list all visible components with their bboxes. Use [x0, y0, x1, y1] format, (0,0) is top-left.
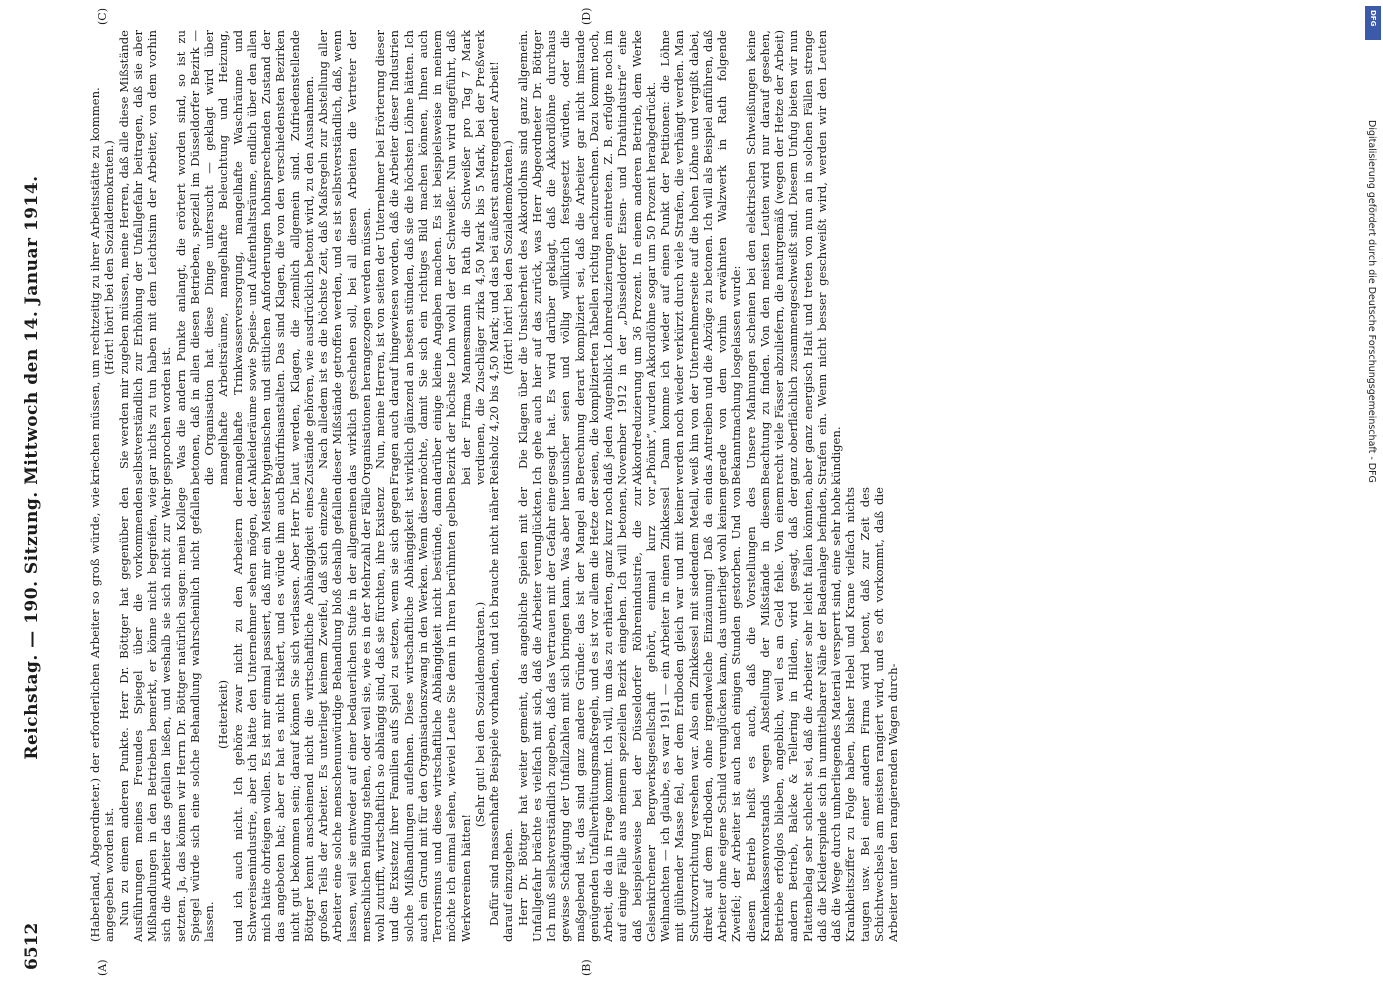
- margin-marker-b: (B): [580, 959, 593, 976]
- margin-marker-c: (C): [96, 8, 109, 25]
- margin-marker-d: (D): [580, 7, 593, 25]
- paragraph: Nach alledem ist es die höchste Zeit, daß Maßregeln zur Abstellung aller dieser Mißstände getroffen werden, und es ist selbstverständlich, daß, wenn das wirklich geschehen soll, bei all diesen Arbeiten die Vertreter der Organisationen herangezogen werden müssen.: [316, 30, 373, 485]
- paragraph: Sie werden mir zugeben müssen, meine Herren, daß alle diese Mißstände selbstverständlich zur Erhöhung der Unfallgefahr beitragen, daß sie aber gar nichts zu tun haben mit dem Leichtsinn der Arbeiter, von dem vorhin gesprochen worden ist.: [116, 30, 174, 485]
- interjection: (Hört! hört! bei den Sozialdemokraten.): [102, 140, 117, 375]
- paragraph: Herr Dr. Böttger hat weiter gemeint, das angebliche Spielen mit der Unfallgefahr brächte es vielfach mit sich, daß die Arbeiter verunglückten. Ich muß selbstverständlich zugeben, daß das Vertrauen mit der Gefahr eine gewisse Schädigung der Unfallzahlen mit sich bringen kann. Was aber hier maßgebend ist, das sind ganz andere Gründe: das ist der Mangel an genügenden Unfallverhütungsmaßregeln, und es ist vor allem die Hetze der Arbeit, die da in Frage kommt. Ich will, um das zu erhärten, ganz kurz noch auf einige Fälle aus meinem speziellen Bezirk eingehen. Ich will betonen, daß beispielsweise bei der Düsseldorfer Röhrenindustrie, die zur Gelsenkirchener Bergwerksgesellschaft gehört, einmal kurz vor Weihnachten — ich glaube, es war 1911 — ein Arbeiter in einen Zinkkessel mit glühender Masse fiel, der dem Erdboden gleich war und mit keiner Schutzvorrichtung versehen war. Also ein Zinkkessel mit siedendem Metall, direkt auf dem Erdboden, ohne irgendwelche Einzäunung! Daß da ein Arbeiter ohne eigene Schuld verunglücken kann, das unterliegt wohl keinem Zweifel; der Arbeiter ist auch nach einigen Stunden gestorben. Und von diesem Betrieb heißt es auch, daß die Vorstellungen des Krankenkassenvorstands wegen Abstellung der Mißstände in diesem Betriebe erfolglos blieben, angeblich, weil es an Geld fehle. Von einem andern Betrieb, Balcke & Tellering in Hilden, wird gesagt, daß der Plattenbelag sehr schlecht sei, daß die Arbeiter sehr leicht fallen könnten, daß die Kleiderspinde sich in unmittelbarer Nähe der Badeanlage befinden, daß die Wege durch umherliegendes Material versperrt sind, eine sehr hohe Krankheitsziffer zu Folge haben, bisher Hebel und Krane vielfach nichts taugen usw. Bei einer andern Firma wird betont, daß zur Zeit des Schichtwechsels am meisten rangiert wird, und es oft vorkommt, daß die Arbeiter unter den rangierenden Wagen durch-: [515, 487, 900, 942]
- credit-text: Digitalisierung gefördert durch die Deutsche Forschungsgemeinschaft - DFG: [1366, 120, 1377, 483]
- quoted-notice: Unsere Mahnungen scheinen bei den elektrischen Schweißungen keine Beachtung zu finden. Von den meisten Leuten wird nur darauf gesehen, recht viele Fässer abzuliefern, die naturgemäß (wegen der Hetze der Arbeit) ganz oberflächlich zusammengeschweißt sind. Diesem Unfug bieten wir nun aber ganz energisch Halt und treten von nun an in solchen Fällen strenge Strafen ein. Wenn nicht besser geschweißt wird, werden wir den Leuten kündigen.: [743, 30, 843, 485]
- paragraph: Die Klagen über die Unsicherheit des Akkordlohns sind ganz allgemein. Ich gehe auch hier auf das zurück, was Herr Abgeordneter Dr. Böttger gesagt hat. Es wird darüber geklagt, daß die Akkordlöhne durchaus unsicher seien und völlig willkürlich festgesetzt würden, oder die Berechnung derart kompliziert sei, daß die Arbeiter gar nicht imstande seien, die komplizierten Tabellen richtig nachzurechnen. Dazu kommt noch, daß jeden Augenblick Lohnreduzierungen eintreten. Z. B. erfolgte noch im November 1912 in der „Düsseldorfer Eisen- und Drahtindustrie“ eine Akkordreduzierung um 36 Prozent. In einem anderen Betrieb, dem Werke „Phönix“, wurden Akkordlöhne sogar um 50 Prozent herabgedrückt.: [515, 30, 658, 485]
- digitization-credit: [1365, 120, 1379, 840]
- page-title: Reichstag. — 190. Sitzung. Mittwoch den 14. Januar 1914.: [22, 175, 42, 760]
- interjection: (Hört! hört! bei den Sozialdemokraten.): [501, 140, 516, 375]
- right-column: [88, 30, 1228, 485]
- left-column: [88, 487, 1228, 942]
- paragraph: Was die andern Punkte anlangt, die erörtert worden sind, so ist zu betonen, daß in allen diesen Betrieben, speziell im Düsseldorfer Bezirk — die Organisation hat diese Dinge untersucht — geklagt wird über mangelhafte Arbeitsräume, mangelhafte Beleuchtung und Heizung, mangelhafte Trinkwasserversorgung, mangelhafte Waschräume und Ankleideräume sowie Speise- und Aufenthaltsräume, endlich über den allen hygienischen und sittlichen Anforderungen hohnsprechenden Zustand der Bedürfnisanstalten. Das sind Klagen, die von den verschiedensten Bezirken laut werden, Klagen, die ziemlich allgemein sind. Zufriedenstellende Zustände gehören, wie ausdrücklich betont wird, zu den Ausnahmen.: [173, 30, 316, 485]
- paragraph: und ich auch nicht. Ich gehöre zwar nicht zu den Arbeitern der Schwereisenindustrie, aber ich hätte den Unternehmer sehen mögen, der mich hätte ohrfeigen wollen. Es ist mir einmal passiert, daß mir ein Meister das angeboten hat; aber er hat es nicht riskiert, und es würde ihm auch nicht gut bekommen sein; darauf können Sie sich verlassen. Aber Herr Dr. Böttger kennt anscheinend nicht die wirtschaftliche Abhängigkeit eines großen Teils der Arbeiter. Es unterliegt keinem Zweifel, daß sich einzelne Arbeiter eine solche menschenunwürdige Behandlung bloß deshalb gefallen lassen, weil sie entweder auf einer bedauerlichen Stufe in der allgemeinen menschlichen Bildung stehen, oder weil sie, wie es in der Mehrzahl der Fälle wohl zutrifft, wirtschaftlich so abhängig sind, daß sie fürchten, ihre Existenz und die Existenz ihrer Familien aufs Spiel zu setzen, wenn sie sich gegen solche Mißhandlungen auflehnen. Diese wirtschaftliche Abhängigkeit ist auch ein Grund mit für den Organisationszwang in den Werken. Wenn dieser Terrorismus und diese wirtschaftliche Abhängigkeit nicht bestünde, dann möchte ich einmal sehen, wieviel Leute Sie denn in Ihren berühmten gelben Werkvereinen hätten!: [230, 487, 473, 942]
- paragraph: kriechen müssen, um rechtzeitig zu ihrer Arbeitsstätte zu kommen.: [88, 87, 102, 485]
- interjection: (Sehr gut! bei den Sozialdemokraten.): [472, 601, 487, 828]
- paragraph: (Haberland, Abgeordneter.) der erforderlichen Arbeiter so groß würde, wie angegeben worden ist.: [88, 487, 117, 942]
- page-header: [12, 25, 52, 970]
- page-number: 6512: [22, 922, 42, 970]
- paragraph: Dafür sind massenhafte Beispiele vorhanden, und ich brauche nicht näher darauf einzugehen.: [487, 487, 516, 942]
- dfg-logo-text: DFG: [1369, 10, 1377, 27]
- paragraph: Dann komme ich wieder auf einen Punkt der Petitionen: die Löhne werden noch wieder verkürzt durch viele Strafen, die verhängt werden. Man weiß hin von der Unternehmerseite auf die hohen Löhne und vergißt dabei, das Antreiben und die Abzüge zu betonen. Ich will als Beispiel anführen, daß gerade von dem vorhin erwähnten Walzwerk in Rath folgende Bekanntmachung losgelassen wurde:: [658, 30, 744, 485]
- paragraph: Nun zu einem anderen Punkte. Herr Dr. Böttger hat gegenüber den Ausführungen meines Freundes Spiegel über die vorkommenden Mißhandlungen in den Betrieben bemerkt, er könne nicht begreifen, wie sich die Arbeiter das gefallen ließen, und weshalb sie sich nicht zur Wehr setzten. Ja, das können wir Herrn Dr. Böttger natürlich sagen: mein Kollege Spiegel würde sich eine solche Behandlung wahrscheinlich nicht gefallen lassen.: [116, 487, 216, 942]
- dfg-logo-icon: [1365, 6, 1381, 40]
- margin-marker-a: (A): [96, 959, 109, 976]
- paragraph: Nun, meine Herren, ist von seiten der Unternehmer bei Erörterung dieser Fragen auch darauf hingewiesen worden, daß die Arbeiter dieser Industrien wirklich glänzend an besten stünden, daß sie die höchsten Löhne hätten. Ich möchte, damit Sie sich ein richtiges Bild machen können, Ihnen auch darüber einige kleine Angaben machen. Es ist beispielsweise in meinem Bezirk der höchste Lohn wohl der der Schweißer. Nun wird angeführt, daß bei der Firma Mannesmann in Rath die Schweißer pro Tag 7 Mark verdienen, die Zuschläger zirka 4,50 Mark bis 5 Mark, bei der Preßwerk Reisholz 4,20 bis 4,50 Mark; und das bei äußerst anstrengender Arbeit!: [373, 30, 501, 485]
- interjection: (Heiterkeit): [216, 679, 231, 750]
